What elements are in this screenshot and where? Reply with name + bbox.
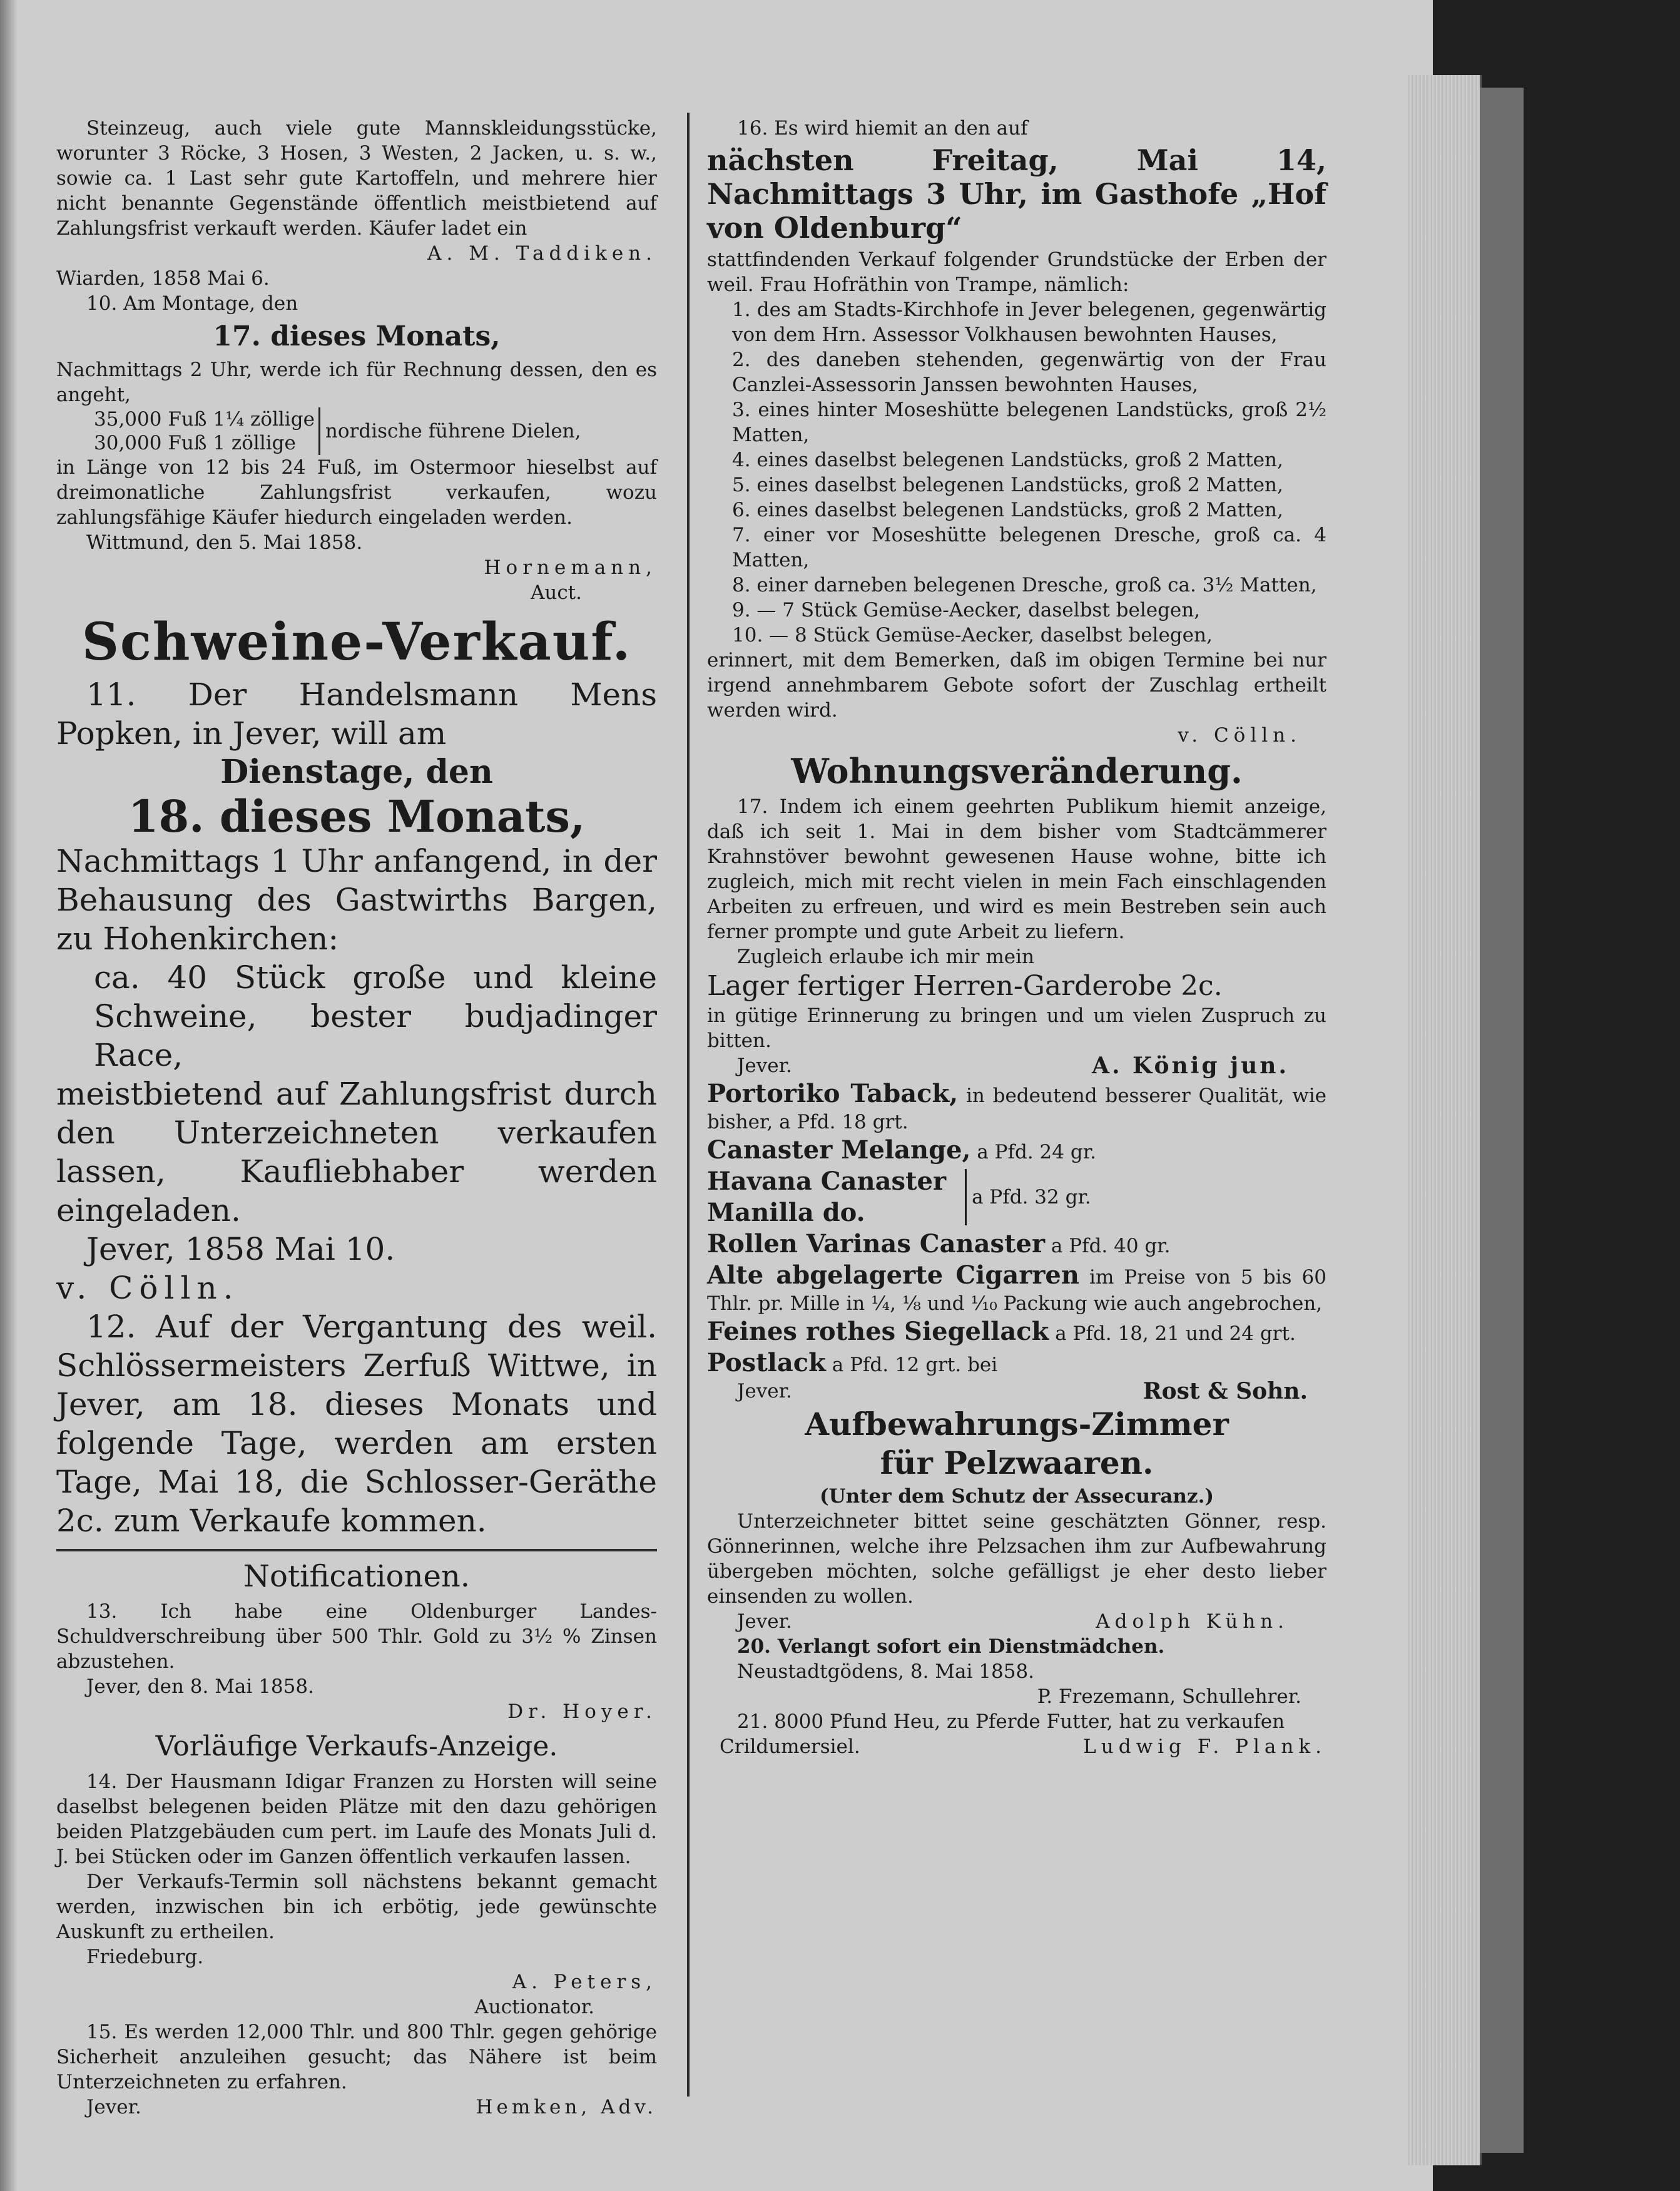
notice-16-end: erinnert, mit dem Bemerken, daß im obigen Termine bei nur irgend annehmbarem Gebote sofort der Zuschlag ertheilt werden wird.	[707, 649, 1326, 722]
place-jever-tobacco: Jever.	[737, 1380, 792, 1402]
notice-11-goods: ca. 40 Stück große und kleine Schweine, bester budjadinger Race,	[94, 959, 657, 1073]
notice-21: 21. 8000 Pfund Heu, zu Pferde Futter, hat zu verkaufen	[737, 1710, 1285, 1733]
list-item: 2. des daneben stehenden, gegenwärtig von der Frau Canzlei-Assessorin Janssen bewohnten Hauses,	[732, 349, 1326, 396]
notice-11-date: 18. dieses Monats,	[128, 790, 586, 842]
tobacco-havana-manilla-price: a Pfd. 32 gr.	[965, 1169, 1091, 1225]
tobacco-portoriko-desc: in bedeutend besserer Qualität, wie bisher, a Pfd. 18 grt.	[707, 1085, 1326, 1133]
lumber-amount-2: 30,000 Fuß 1 zöllige	[94, 432, 296, 454]
vorlaeufige-anzeige-heading: Vorläufige Verkaufs-Anzeige.	[155, 1730, 558, 1762]
notice-11-body: Nachmittags 1 Uhr anfangend, in der Behausung des Gastwirths Bargen, zu Hohenkirchen:	[56, 843, 657, 957]
list-item: 10. — 8 Stück Gemüse-Aecker, daselbst belegen,	[732, 624, 1213, 646]
notice-14b: Der Verkaufs-Termin soll nächstens bekannt gemacht werden, inzwischen bin ich erbötig, jede gewünschte Auskunft zu ertheilen.	[56, 1871, 657, 1943]
signature-coelln-11: v. Cölln.	[56, 1270, 240, 1306]
notice-16-intro: 16. Es wird hiemit an den auf	[737, 117, 1028, 140]
tobacco-cigarren-name: Alte abgelagerte Cigarren	[707, 1260, 1079, 1290]
place-jever-17: Jever.	[737, 1055, 792, 1077]
lager-line: Lager fertiger Herren-Garderobe 2c.	[707, 970, 1223, 1002]
notice-21-footer	[707, 1734, 1326, 1759]
left-column	[56, 116, 657, 2120]
wohnungsveraenderung-heading: Wohnungsveränderung.	[791, 751, 1243, 791]
siegellack-price: a Pfd. 18, 21 und 24 grt.	[1055, 1322, 1296, 1345]
place-jever-15: Jever.	[86, 2096, 141, 2118]
place-date-neustadtgoedens: Neustadtgödens, 8. Mai 1858.	[737, 1660, 1035, 1683]
tobacco-cigarren-desc: im Preise von 5 bis 60 Thlr. pr. Mille in ¼, ⅛ und ⅒ Packung wie auch angebrochen,	[707, 1266, 1326, 1315]
notice-10-body2: in Länge von 12 bis 24 Fuß, im Ostermoor hieselbst auf dreimonatliche Zahlungsfrist verkaufen, wozu zahlungsfähige Käufer hiedurch eingeladen werden.	[56, 456, 657, 529]
lumber-brace-label: nordische führene Dielen,	[318, 407, 581, 455]
place-crildumersiel: Crildumersiel.	[720, 1735, 860, 1758]
tobacco-melange-price: a Pfd. 24 gr.	[977, 1141, 1096, 1163]
tobacco-melange-name: Canaster Melange,	[707, 1135, 971, 1165]
notice-17b: Zugleich erlaube ich mir mein	[737, 946, 1034, 968]
tobacco-varinas-name: Rollen Varinas Canaster	[707, 1229, 1046, 1259]
list-item: 8. einer darneben belegenen Dresche, groß ca. 3½ Matten,	[732, 574, 1317, 596]
notice-10-intro: 10. Am Montage, den	[86, 292, 298, 315]
list-item: 9. — 7 Stück Gemüse-Aecker, daselbst belegen,	[732, 599, 1201, 621]
postlack	[707, 1347, 1326, 1379]
notice-10-body1: Nachmittags 2 Uhr, werde ich für Rechnung dessen, den es angeht,	[56, 359, 657, 406]
notice-11-terms: meistbietend auf Zahlungsfrist durch den Unterzeichneten verkaufen lassen, Kaufliebhaber werden eingeladen.	[56, 1076, 657, 1228]
notice-17-footer	[707, 1053, 1326, 1078]
tobacco-portoriko	[707, 1078, 1326, 1135]
list-item: 4. eines daselbst belegenen Landstücks, groß 2 Matten,	[732, 449, 1283, 471]
list-item: 7. einer vor Moseshütte belegenen Dresche, groß ca. 4 Matten,	[732, 524, 1326, 571]
signature-hoyer: Dr. Hoyer.	[507, 1700, 657, 1723]
notice-steinzeug: Steinzeug, auch viele gute Mannskleidungsstücke, worunter 3 Röcke, 3 Hosen, 3 Westen, 2 Jacken, u. s. w., sowie ca. 1 Last sehr gute Kartoffeln, und mehrere hier nicht benannte Gegenstände öffentlich meistbietend auf Zahlungsfrist verkauft werden. Käufer ladet ein	[56, 117, 657, 240]
signature-hornemann: Hornemann,	[484, 556, 657, 579]
signature-rost-sohn: Rost & Sohn.	[1143, 1378, 1308, 1404]
signature-koenig: A. König jun.	[1092, 1053, 1289, 1079]
signature-hemken: Hemken, Adv.	[476, 2096, 657, 2118]
notice-19-footer	[707, 1609, 1326, 1634]
siegellack	[707, 1316, 1326, 1347]
notice-10-date: 17. dieses Monats,	[213, 320, 501, 352]
notice-16-headline: nächsten Freitag, Mai 14, Nachmittags 3 Uhr, im Gasthofe „Hof von Oldenburg“	[707, 143, 1326, 245]
list-item: 3. eines hinter Moseshütte belegenen Landstücks, groß 2½ Matten,	[732, 399, 1326, 446]
aufbewahrung-heading-1: Aufbewahrungs-Zimmer	[805, 1406, 1229, 1443]
notice-11-intro: 11. Der Handelsmann Mens Popken, in Jever, will am	[56, 677, 657, 752]
list-item: 1. des am Stadts-Kirchhofe in Jever belegenen, gegenwärtig von dem Hrn. Assessor Volkhausen bewohnten Hauses,	[732, 299, 1326, 346]
notice-17: 17. Indem ich einem geehrten Publikum hiemit anzeige, daß ich seit 1. Mai in dem bisher vom Stadtcämmerer Krahnstöver bewohnt gewesenen Hause wohne, bitte ich zugleich, mich mit recht vielen in mein Fach einschlagenden Arbeiten zu erfreuen, und wird es mein Bestreben sein auch ferner prompte und gute Arbeit zu liefern.	[707, 795, 1326, 943]
aufbewahrung-subheading: (Unter dem Schutz der Assecuranz.)	[819, 1485, 1214, 1508]
aufbewahrung-heading-2: für Pelzwaaren.	[880, 1444, 1154, 1481]
postlack-name: Postlack	[707, 1348, 826, 1377]
notice-16-body: stattfindenden Verkauf folgender Grundstücke der Erben der weil. Frau Hofräthin von Trampe, nämlich:	[707, 248, 1326, 296]
tobacco-varinas-price: a Pfd. 40 gr.	[1051, 1235, 1171, 1257]
page-edge-shadow	[0, 0, 18, 2191]
lumber-amount-1: 35,000 Fuß 1¼ zöllige	[94, 408, 315, 431]
signature-taddiken: A. M. Taddiken.	[427, 242, 657, 265]
lumber-amounts	[56, 407, 657, 455]
place-friedeburg: Friedeburg.	[86, 1946, 204, 1968]
signature-coelln-16: v. Cölln.	[1178, 724, 1301, 747]
signature-peters-title: Auctionator.	[474, 1996, 594, 2018]
place-date-jever-13: Jever, den 8. Mai 1858.	[86, 1675, 314, 1698]
notice-11-day: Dienstage, den	[220, 753, 493, 791]
column-divider	[687, 113, 690, 2097]
place-date-wittmund: Wittmund, den 5. Mai 1858.	[86, 531, 363, 554]
notice-15: 15. Es werden 12,000 Thlr. und 800 Thlr. gegen gehörige Sicherheit anzuleihen gesucht; das Nähere ist beim Unterzeichneten zu erfahren.	[56, 2021, 657, 2093]
place-date-wiarden: Wiarden, 1858 Mai 6.	[56, 267, 270, 290]
section-rule	[56, 1549, 657, 1551]
book-cover-edge	[1480, 88, 1524, 2153]
signature-kuehn: Adolph Kühn.	[1096, 1610, 1289, 1633]
postlack-price: a Pfd. 12 grt. bei	[832, 1354, 998, 1376]
tobacco-footer	[707, 1379, 1326, 1404]
notificationen-heading: Notificationen.	[243, 1559, 471, 1594]
notice-17c: in gütige Erinnerung zu bringen und um vielen Zuspruch zu bitten.	[707, 1004, 1326, 1052]
property-list	[707, 297, 1326, 648]
tobacco-havana-name: Havana Canaster	[707, 1167, 947, 1196]
list-item: 6. eines daselbst belegenen Landstücks, groß 2 Matten,	[732, 499, 1283, 521]
notice-14: 14. Der Hausmann Idigar Franzen zu Horsten will seine daselbst belegenen beiden Plätze mit den dazu gehörigen beiden Platzgebäuden cum pert. im Laufe des Monats Juli d. J. bei Stücken oder im Ganzen öffentlich verkaufen lassen.	[56, 1770, 657, 1868]
place-date-jever-11: Jever, 1858 Mai 10.	[86, 1231, 395, 1267]
headline-schweine-verkauf: Schweine-Verkauf.	[81, 612, 632, 672]
book-page-edges	[1408, 75, 1482, 2165]
signature-hornemann-title: Auct.	[530, 581, 582, 604]
tobacco-manilla-name: Manilla do.	[707, 1198, 865, 1227]
tobacco-cigarren	[707, 1260, 1326, 1316]
tobacco-varinas	[707, 1228, 1326, 1260]
notice-19: Unterzeichneter bittet seine geschätzten Gönner, resp. Gönnerinnen, welche ihre Pelzsachen ihm zur Aufbewahrung übergeben möchten, solche gefälligst je eher desto lieber einsenden zu wollen.	[707, 1510, 1326, 1608]
right-column	[707, 116, 1326, 1759]
tobacco-melange	[707, 1135, 1326, 1166]
siegellack-name: Feines rothes Siegellack	[707, 1317, 1049, 1346]
signature-frezemann: P. Frezemann, Schullehrer.	[1037, 1685, 1301, 1708]
signature-plank: Ludwig F. Plank.	[1083, 1735, 1326, 1758]
notice-15-footer	[56, 2095, 657, 2120]
tobacco-havana-manilla	[707, 1166, 1326, 1228]
notice-12: 12. Auf der Vergantung des weil. Schlössermeisters Zerfuß Wittwe, in Jever, am 18. dieses Monats und folgende Tage, werden am ersten Tage, Mai 18, die Schlosser-Geräthe 2c. zum Verkaufe kommen.	[56, 1309, 657, 1539]
notice-13: 13. Ich habe eine Oldenburger Landes-Schuldverschreibung über 500 Thlr. Gold zu 3½ % Zinsen abzustehen.	[56, 1600, 657, 1673]
place-jever-19: Jever.	[737, 1610, 792, 1633]
signature-peters: A. Peters,	[512, 1971, 657, 1993]
list-item: 5. eines daselbst belegenen Landstücks, groß 2 Matten,	[732, 474, 1283, 496]
tobacco-portoriko-name: Portoriko Taback,	[707, 1079, 959, 1108]
notice-20: 20. Verlangt sofort ein Dienstmädchen.	[737, 1635, 1165, 1658]
